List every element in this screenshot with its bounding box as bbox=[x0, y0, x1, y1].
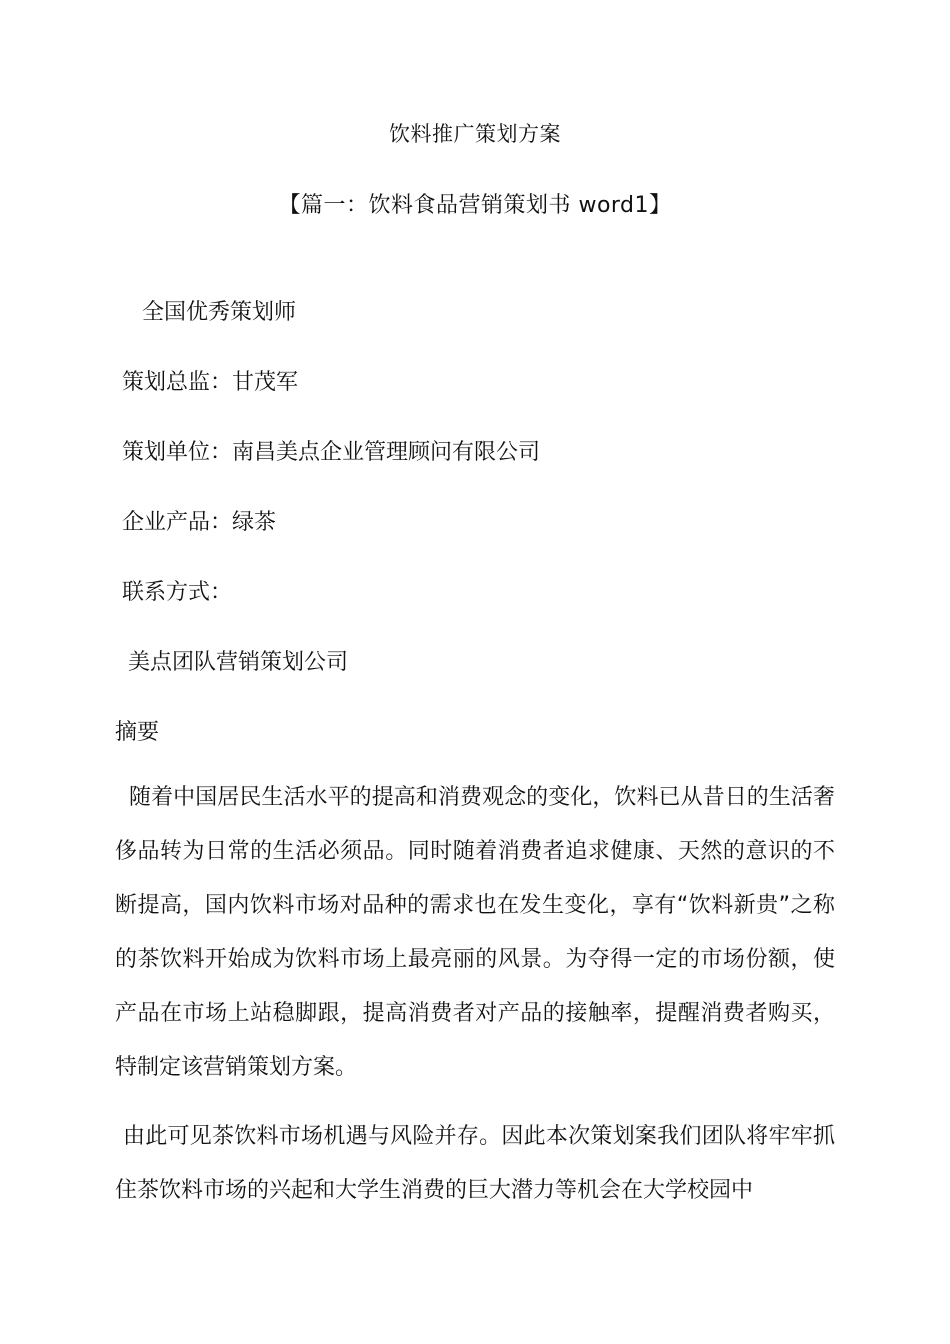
abstract-paragraph-1: 随着中国居民生活水平的提高和消费观念的变化，饮料已从昔日的生活奢侈品转为日常的生活必须品。同时随着消费者追求健康、天然的意识的不断提高，国内饮料市场对品种的需求也在发生变化，享有“饮料新贵”之称的茶饮料开始成为饮料市场上最亮丽的风景。为夺得一定的市场份额，使产品在市场上站稳脚跟，提高消费者对产品的接触率，提醒消费者购买，特制定该营销策划方案。 bbox=[115, 785, 835, 1080]
info-line-company: 美点团队营销策划公司 bbox=[128, 650, 349, 675]
document-subtitle: 【篇一：饮料食品营销策划书 word1】 bbox=[278, 193, 672, 218]
info-line-director: 策划总监：甘茂军 bbox=[122, 370, 299, 395]
info-line-organization: 策划单位：南昌美点企业管理顾问有限公司 bbox=[122, 440, 541, 465]
info-line-product: 企业产品：绿茶 bbox=[122, 510, 277, 535]
info-line-planner-title: 全国优秀策划师 bbox=[142, 300, 297, 325]
document-title: 饮料推广策划方案 bbox=[389, 122, 561, 146]
info-line-contact: 联系方式： bbox=[122, 580, 233, 605]
abstract-paragraph-2: 由此可见茶饮料市场机遇与风险并存。因此本次策划案我们团队将牢牢抓住茶饮料市场的兴起和大学生消费的巨大潜力等机会在大学校园中 bbox=[115, 1124, 835, 1203]
abstract-heading: 摘要 bbox=[115, 720, 160, 745]
